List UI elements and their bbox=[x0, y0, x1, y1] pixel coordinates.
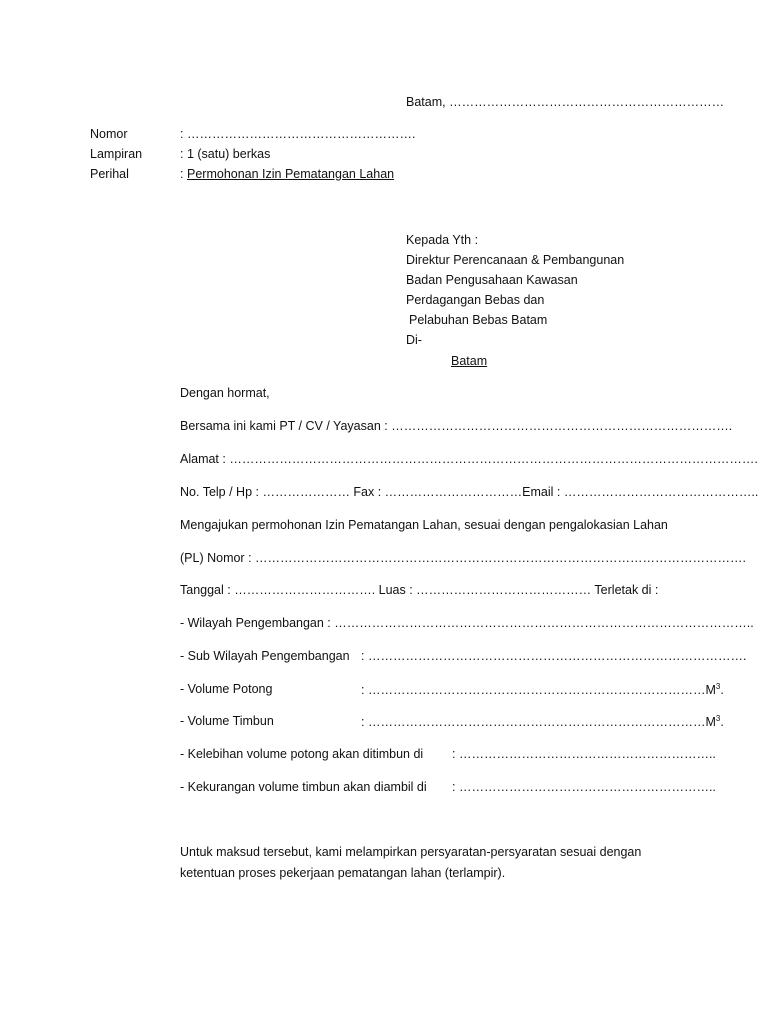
volume-timbun-value bbox=[361, 714, 724, 729]
request-line2: (PL) Nomor : ………………………………………………………………………………………………………. bbox=[180, 551, 746, 565]
closing-line1: Untuk maksud tersebut, kami melampirkan persyaratan-persyaratan sesuai dengan bbox=[180, 845, 642, 859]
volume-timbun-unit-end: . bbox=[720, 715, 724, 730]
kelebihan-value: : …………………………………………………….. bbox=[452, 747, 716, 761]
recipient-greeting: Kepada Yth : bbox=[406, 233, 479, 247]
sub-wilayah-label: - Sub Wilayah Pengembangan bbox=[180, 649, 350, 663]
volume-potong-unit-sup: 3 bbox=[715, 682, 721, 691]
contact-line: No. Telp / Hp : ………………… Fax : ……………………………Email : ……………………………………….. bbox=[180, 485, 759, 499]
recipient-line3: Perdagangan Bebas dan bbox=[406, 293, 545, 307]
closing-line2: ketentuan proses pekerjaan pematangan lahan (terlampir). bbox=[180, 866, 506, 880]
kekurangan-label: - Kekurangan volume timbun akan diambil di bbox=[180, 780, 427, 794]
volume-potong-unit-end: . bbox=[720, 683, 724, 698]
perihal-colon: : bbox=[180, 167, 184, 181]
sub-wilayah-value: : ………………………………………………………………………………. bbox=[361, 649, 747, 663]
perihal-value: Permohonan Izin Pematangan Lahan bbox=[187, 167, 395, 181]
address-line: Alamat : ………………………………………………………………………………………………………………. bbox=[180, 452, 758, 466]
recipient-line1: Direktur Perencanaan & Pembangunan bbox=[406, 253, 625, 267]
company-line: Bersama ini kami PT / CV / Yayasan : ………………………………………………………………………. bbox=[180, 419, 733, 433]
salutation: Dengan hormat, bbox=[180, 386, 270, 400]
request-line1: Mengajukan permohonan Izin Pematangan Lahan, sesuai dengan pengalokasian Lahan bbox=[180, 518, 668, 532]
recipient-line2: Badan Pengusahaan Kawasan bbox=[406, 273, 578, 287]
recipient-city: Batam bbox=[451, 354, 488, 368]
wilayah-line: - Wilayah Pengembangan : ……………………………………………………………………………………….. bbox=[180, 616, 754, 630]
volume-timbun-label: - Volume Timbun bbox=[180, 714, 274, 728]
volume-timbun-unit-sup: 3 bbox=[715, 714, 721, 723]
perihal-label: Perihal bbox=[90, 167, 129, 181]
date-area-line: Tanggal : ……………………………. Luas : …………………………………… Terletak di : bbox=[180, 583, 659, 597]
place-date: Batam, ………………………………………………………… bbox=[406, 95, 725, 109]
volume-potong-text: : ………………………………………………………………………M bbox=[361, 683, 716, 698]
kelebihan-label: - Kelebihan volume potong akan ditimbun di bbox=[180, 747, 424, 761]
volume-potong-label: - Volume Potong bbox=[180, 682, 273, 696]
nomor-label: Nomor bbox=[90, 127, 128, 141]
kekurangan-value: : …………………………………………………….. bbox=[452, 780, 716, 794]
recipient-line5: Di- bbox=[406, 333, 422, 347]
volume-potong-value bbox=[361, 682, 724, 697]
recipient-line4: Pelabuhan Bebas Batam bbox=[409, 313, 548, 327]
lampiran-value: : 1 (satu) berkas bbox=[180, 147, 271, 161]
volume-timbun-text: : ………………………………………………………………………M bbox=[361, 715, 716, 730]
lampiran-label: Lampiran bbox=[90, 147, 143, 161]
nomor-value: : ………………………………………………. bbox=[180, 127, 416, 141]
